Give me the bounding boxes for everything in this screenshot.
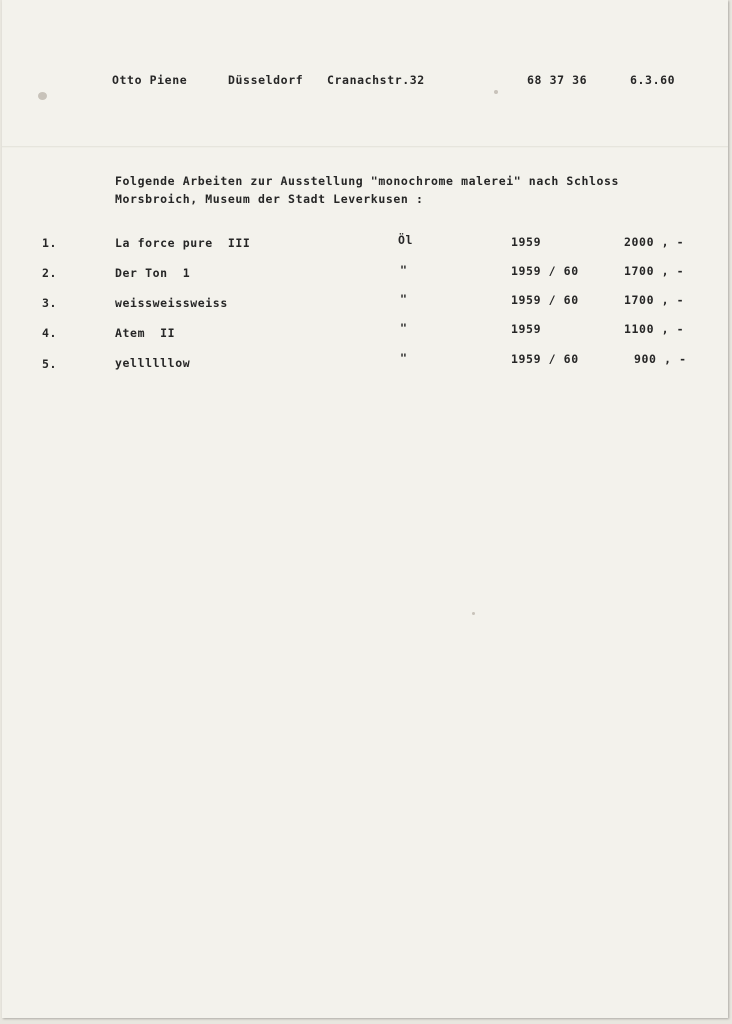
sender-street: Cranachstr.32 [327,73,425,87]
ink-spot [38,92,47,100]
item-year: 1959 / 60 [511,352,579,366]
ink-spot [472,612,475,615]
item-title: La force pure III [115,236,251,250]
item-title: yellllllow [115,356,191,370]
letter-page [2,0,728,1018]
item-title: Atem II [115,326,176,340]
letter-date: 6.3.60 [630,73,676,87]
item-number: 4. [42,326,58,340]
item-year: 1959 [511,235,542,249]
sender-city: Düsseldorf [228,73,304,87]
item-year: 1959 / 60 [511,293,579,307]
intro-line-2: Morsbroich, Museum der Stadt Leverkusen : [115,192,424,206]
intro-line-1: Folgende Arbeiten zur Ausstellung "monochrome malerei" nach Schloss [115,174,620,188]
item-number: 2. [42,266,58,280]
item-price: 2000 , - [624,235,685,249]
item-number: 3. [42,296,58,310]
item-price: 1700 , - [624,264,685,278]
item-number: 1. [42,236,58,250]
item-year: 1959 / 60 [511,264,579,278]
sender-phone: 68 37 36 [527,73,588,87]
item-year: 1959 [511,322,542,336]
ink-spot [494,90,498,94]
item-medium: " [400,351,408,365]
item-medium: Öl [398,233,414,247]
item-price: 1100 , - [624,322,685,336]
item-title: Der Ton 1 [115,266,191,280]
item-price: 1700 , - [624,293,685,307]
item-medium: " [400,263,408,277]
item-price: 900 , - [634,352,687,366]
item-medium: " [400,292,408,306]
item-title: weissweissweiss [115,296,228,310]
item-number: 5. [42,357,58,371]
paper-fold [2,146,728,148]
item-medium: " [400,321,408,335]
sender-name: Otto Piene [112,73,188,87]
